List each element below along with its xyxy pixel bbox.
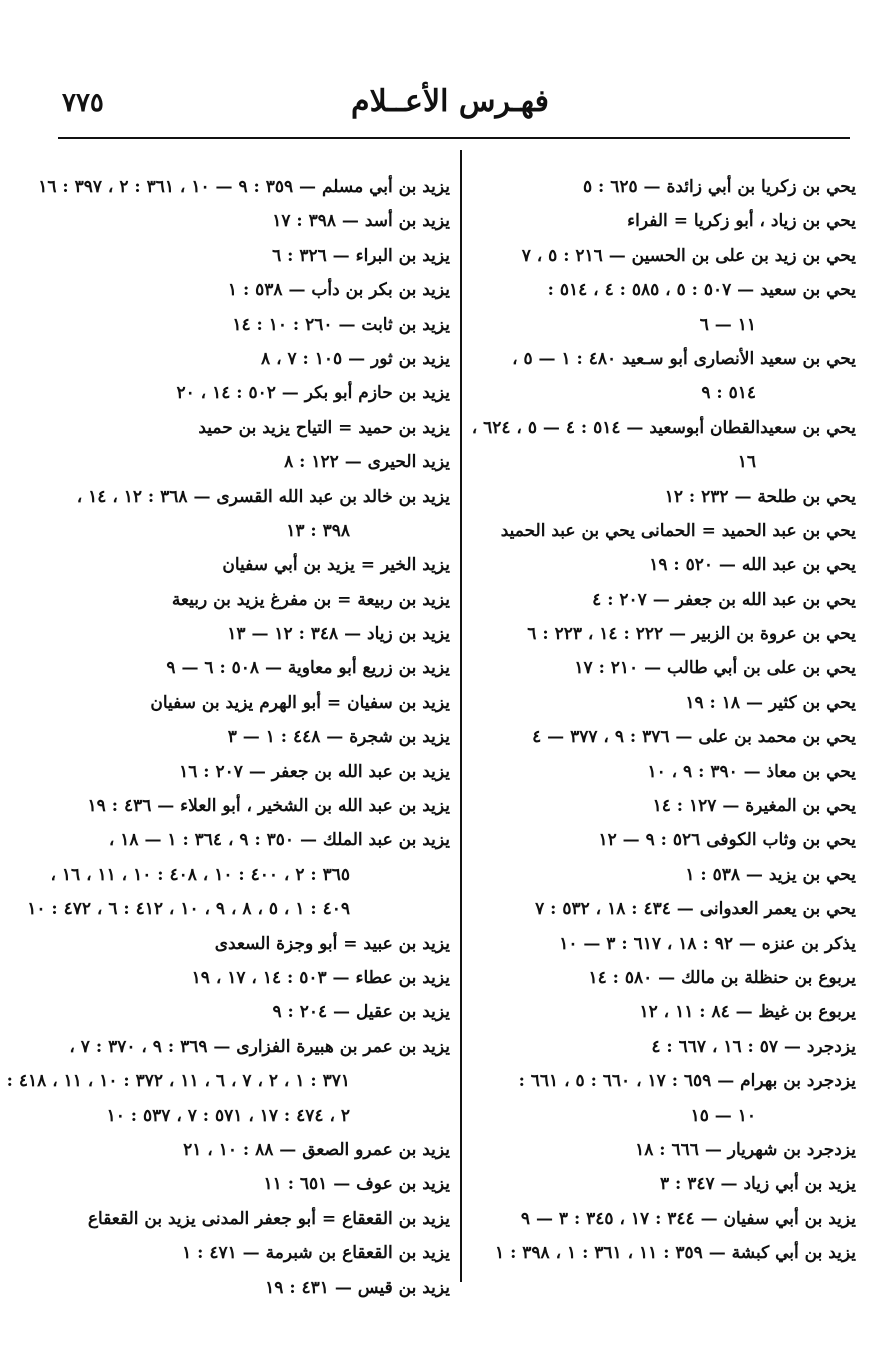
index-entry: يحي بن زياد ، أبو زكريا = الفراء <box>627 211 856 232</box>
index-entry: يزيد بن سفيان = أبو الهرم يزيد بن سفيان <box>150 692 450 713</box>
index-entry: يزيد بن القعقاع بن شبرمة — ٤٧١ : ١ <box>182 1243 450 1264</box>
index-entry: يحي بن سعيد — ٥٠٧ : ٥ ، ٥٨٥ : ٤ ، ٥١٤ : <box>547 280 856 301</box>
index-entry-continuation: ٣٩٨ : ١٣ <box>286 520 350 541</box>
index-entry: يزيد بن القعقاع = أبو جعفر المدنى يزيد بن القعقاع <box>87 1208 450 1229</box>
right-column <box>471 170 856 1271</box>
index-entry: يحي بن سعيدالقطان أبوسعيد — ٥١٤ : ٤ — ٥ ، ٦٢٤ ، <box>471 417 856 438</box>
index-entry: يزيد بن أبي زياد — ٣٤٧ : ٣ <box>659 1174 856 1195</box>
index-entry: يزدجرد — ٥٧ : ١٦ ، ٦٦٧ : ٤ <box>651 1036 856 1057</box>
index-entry-continuation: ١٠ — ١٥ <box>690 1105 756 1126</box>
left-column <box>6 170 450 1305</box>
index-entry: يزيد بن عوف — ٦٥١ : ١١ <box>263 1174 450 1195</box>
index-entry: يزيد بن عبد الله بن الشخير ، أبو العلاء — ٤٣٦ : ١٩ <box>87 796 450 817</box>
index-entry: يحي بن زكريا بن أبي زائدة — ٦٢٥ : ٥ <box>582 177 856 197</box>
index-entry: يزيد بن عمرو الصعق — ٨٨ : ١٠ ، ٢١ <box>183 1139 450 1160</box>
index-entry: يزيد بن قيس — ٤٣١ : ١٩ <box>265 1277 450 1298</box>
index-entry: يزيد بن بكر بن دأب — ٥٣٨ : ١ <box>227 280 450 301</box>
index-entry: يحي بن يعمر العدوانى — ٤٣٤ : ١٨ ، ٥٣٢ : ٧ <box>535 899 856 920</box>
index-entry: يزيد بن أبي سفيان — ٣٤٤ : ١٧ ، ٣٤٥ : ٣ — ٩ <box>520 1208 856 1229</box>
index-entry-continuation: ٣٧١ : ١ ، ٢ ، ٧ ، ٦ ، ١١ ، ٣٧٢ : ١٠ ، ١١ ، ٤١٨ : <box>6 1071 350 1092</box>
index-entry-continuation: ٤٠٩ : ١ ، ٥ ، ٨ ، ٩ ، ١٠ ، ٤١٢ : ٦ ، ٤٧٢ : ١٠ <box>27 899 350 920</box>
index-entry: يزيد بن عطاء — ٥٠٣ : ١٤ ، ١٧ ، ١٩ <box>191 967 450 988</box>
index-entry: يزيد بن حميد = التياح يزيد بن حميد <box>198 417 450 438</box>
page-number: ٧٧٥ <box>62 88 104 118</box>
page-title: فهـرس الأعــلام <box>351 84 549 119</box>
index-entry: يزيد بن حازم أبو بكر — ٥٠٢ : ١٤ ، ٢٠ <box>176 383 450 404</box>
index-entry: يحي بن كثير — ١٨ : ١٩ <box>685 692 856 713</box>
index-entry: يزيد بن عمر بن هبيرة الفزارى — ٣٦٩ : ٩ ، ٣٧٠ : ٧ ، <box>69 1036 450 1057</box>
index-entry: يحي بن عبد الله — ٥٢٠ : ١٩ <box>649 555 856 576</box>
index-entry: يحي بن زيد بن على بن الحسين — ٢١٦ : ٥ ، ٧ <box>521 245 856 266</box>
index-entry: يحي بن عبد الله بن جعفر — ٢٠٧ : ٤ <box>592 589 856 610</box>
index-entry: يزيد بن أسد — ٣٩٨ : ١٧ <box>272 211 450 232</box>
index-entry: يزيد بن زريع أبو معاوية — ٥٠٨ : ٦ — ٩ <box>166 658 450 679</box>
index-entry: يذكر بن عنزه — ٩٢ : ١٨ ، ٦١٧ : ٣ — ١٠ <box>559 933 856 954</box>
column-divider <box>460 150 462 1282</box>
index-entry: يربوع بن حنظلة بن مالك — ٥٨٠ : ١٤ <box>588 967 856 988</box>
index-entry-continuation: ٥١٤ : ٩ <box>701 383 756 404</box>
index-entry: يزيد بن زياد — ٣٤٨ : ١٢ — ١٣ <box>227 624 450 645</box>
index-entry: يحي بن يزيد — ٥٣٨ : ١ <box>685 864 856 885</box>
index-entry: يزيد بن عبيد = أبو وجزة السعدى <box>214 933 450 954</box>
index-entry: يزدجرد بن شهريار — ٦٦٦ : ١٨ <box>635 1139 856 1160</box>
index-entry: يزيد بن عقيل — ٢٠٤ : ٩ <box>272 1002 450 1023</box>
index-entry: يحي بن معاذ — ٣٩٠ : ٩ ، ١٠ <box>647 761 856 782</box>
index-entry: يحي بن على بن أبي طالب — ٢١٠ : ١٧ <box>574 658 856 679</box>
index-entry-continuation: ١١ — ٦ <box>699 314 756 335</box>
index-entry: يزيد الخير = يزيد بن أبي سفيان <box>222 555 450 576</box>
index-entry: يحي بن محمد بن على — ٣٧٦ : ٩ ، ٣٧٧ — ٤ <box>532 727 856 748</box>
index-entry: يحي بن عروة بن الزبير — ٢٢٢ : ١٤ ، ٢٢٣ : ٦ <box>527 624 856 645</box>
index-entry: يزيد بن ثور — ١٠٥ : ٧ ، ٨ <box>261 348 450 369</box>
index-entry: يحي بن وثاب الكوفى ٥٢٦ : ٩ — ١٢ <box>598 830 856 851</box>
index-entry: يحي بن طلحة — ٢٣٢ : ١٢ <box>664 486 856 507</box>
index-entry: يحي بن المغيرة — ١٢٧ : ١٤ <box>652 796 856 817</box>
index-entry: يزيد بن عبد الله بن جعفر — ٢٠٧ : ١٦ <box>179 761 450 782</box>
index-entry: يزيد بن خالد بن عبد الله القسرى — ٣٦٨ : ١٢ ، ١٤ ، <box>76 486 450 507</box>
header-rule <box>58 137 850 139</box>
index-entry: يربوع بن غيظ — ٨٤ : ١١ ، ١٢ <box>639 1002 856 1023</box>
index-entry: يزيد بن ثابت — ٢٦٠ : ١٠ : ١٤ <box>232 314 450 335</box>
index-entry: يزيد بن أبي مسلم — ٣٥٩ : ٩ — ١٠ ، ٣٦١ : ٢ ، ٣٩٧ : ١٦ <box>38 177 450 197</box>
index-entry: يزيد بن أبي كبشة — ٣٥٩ : ١١ ، ٣٦١ : ١ ، ٣٩٨ : ١ <box>495 1243 856 1264</box>
index-entry: يحي بن سعيد الأنصارى أبو سـعيد ٤٨٠ : ١ — ٥ ، <box>512 348 856 369</box>
index-entry: يزيد بن البراء — ٣٢٦ : ٦ <box>272 245 450 266</box>
index-entry-continuation: ١٦ <box>737 452 756 473</box>
index-entry-continuation: ٣٦٥ : ٢ ، ٤٠٠ : ١٠ ، ٤٠٨ : ١٠ ، ١١ ، ١٦ ، <box>50 864 350 885</box>
index-entry: يزيد بن ربيعة = بن مفرغ يزيد بن ربيعة <box>171 589 450 610</box>
index-entry: يزيد بن شجرة — ٤٤٨ : ١ — ٣ <box>227 727 450 748</box>
index-entry-continuation: ٢ ، ٤٧٤ : ١٧ ، ٥٧١ : ٧ ، ٥٣٧ : ١٠ <box>106 1105 350 1126</box>
index-entry: يزيد بن عبد الملك — ٣٥٠ : ٩ ، ٣٦٤ : ١ — ١٨ ، <box>108 830 450 851</box>
index-entry: يزيد الحيرى — ١٢٢ : ٨ <box>284 452 450 473</box>
index-entry: يحي بن عبد الحميد = الحمانى يحي بن عبد الحميد <box>500 520 856 541</box>
index-entry: يزدجرد بن بهرام — ٦٥٩ : ١٧ ، ٦٦٠ : ٥ ، ٦٦١ : <box>518 1071 856 1092</box>
